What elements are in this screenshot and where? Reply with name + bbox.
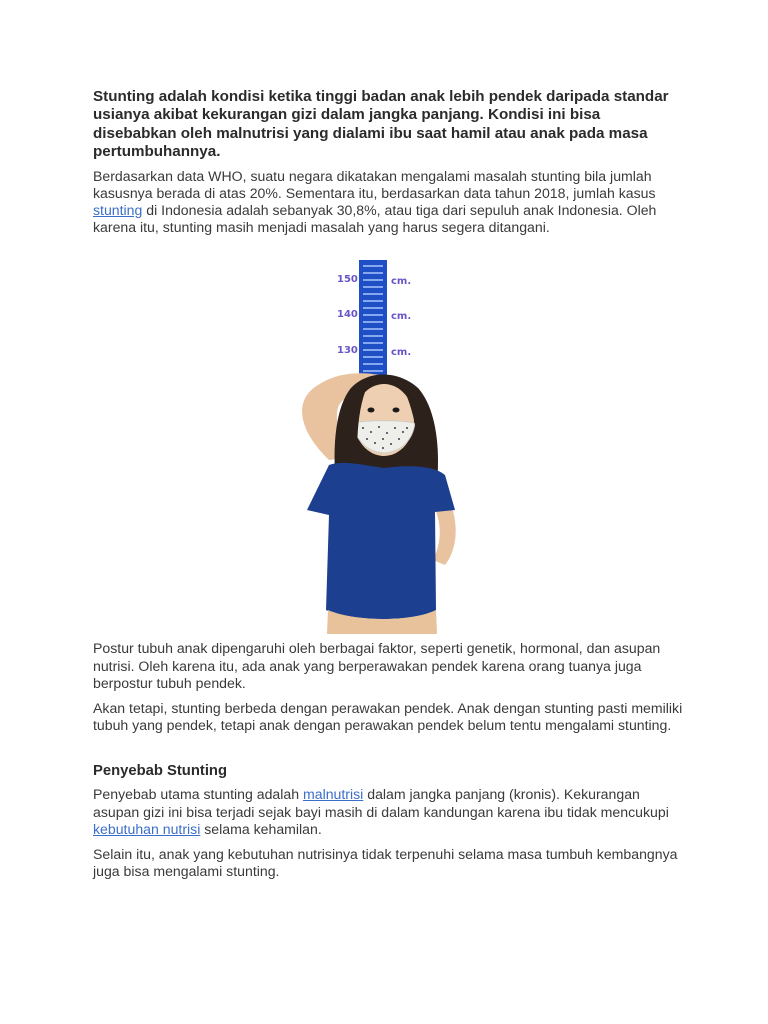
paragraph-posture: Postur tubuh anak dipengaruhi oleh berbagai faktor, seperti genetik, hormonal, dan asupan nutrisi. Oleh karena itu, ada anak yang berperawakan pendek karena orang tuanya juga berpostur tubuh pendek. — [93, 640, 661, 691]
paragraph-other-cause: Selain itu, anak yang kebutuhan nutrisinya tidak terpenuhi selama masa tumbuh kembangnya juga bisa mengalami stunting. — [93, 846, 678, 880]
scale-unit-130: cm. — [391, 347, 412, 359]
eye-right — [393, 408, 400, 413]
shirt — [307, 463, 455, 619]
paragraph-who-data — [93, 168, 683, 237]
eye-left — [368, 408, 375, 413]
lead-paragraph: Stunting adalah kondisi ketika tinggi badan anak lebih pendek daripada standar usianya akibat kekurangan gizi dalam jangka panjang. Kondisi ini bisa disebabkan oleh malnutrisi yang dialami ibu saat hamil atau anak pada masa pertumbuhannya. — [93, 88, 669, 161]
scale-unit-140: cm. — [391, 311, 412, 323]
paragraph-main-cause — [93, 786, 683, 838]
text: Berdasarkan data WHO, suatu negara dikatakan mengalami masalah stunting bila jumlah kasusnya berada di atas 20%. Sementara itu, berdasarkan data tahun 2018, jumlah kasus — [93, 167, 656, 201]
scale-label-140: 140 — [337, 309, 358, 321]
text: selama kehamilan. — [200, 820, 322, 837]
scale-label-130: 130 — [337, 345, 358, 357]
kebutuhan-nutrisi-link[interactable]: kebutuhan nutrisi — [93, 820, 201, 837]
malnutrisi-link[interactable]: malnutrisi — [303, 786, 364, 803]
text: dalam jangka panjang (kronis). Kekurangan asupan gizi ini bisa terjadi sejak bayi masih di dalam kandungan karena ibu tidak mencukupi — [93, 786, 669, 820]
scale-unit-150: cm. — [391, 276, 412, 288]
text: Penyebab utama stunting adalah — [93, 786, 303, 803]
paragraph-difference: Akan tetapi, stunting berbeda dengan perawakan pendek. Anak dengan stunting pasti memiliki tubuh yang pendek, tetapi anak dengan perawakan pendek belum tentu mengalami stunting. — [93, 700, 683, 734]
scale-label-150: 150 — [337, 274, 358, 286]
section-heading: Penyebab Stunting — [93, 763, 228, 780]
child-height-photo — [93, 260, 683, 634]
text: di Indonesia adalah sebanyak 30,8%, atau tiga dari sepuluh anak Indonesia. Oleh karena itu, stunting masih menjadi masalah yang harus segera ditangani. — [93, 202, 657, 236]
article — [93, 88, 683, 888]
stunting-link[interactable]: stunting — [93, 202, 143, 219]
photo-illustration — [93, 260, 683, 634]
